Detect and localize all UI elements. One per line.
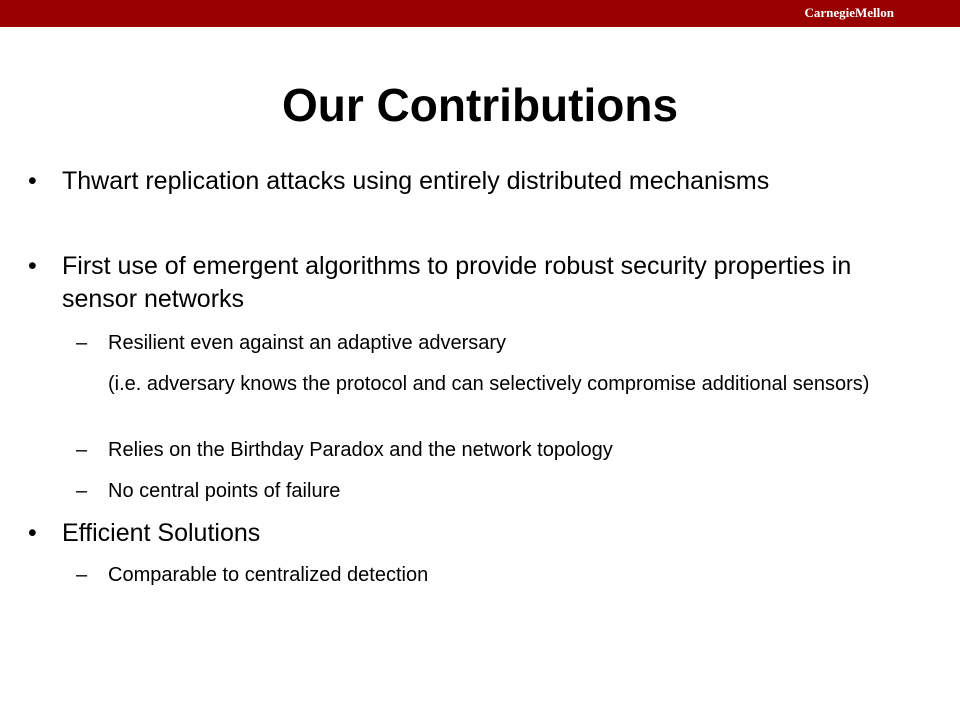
sub-bullet-text: Comparable to centralized detection — [108, 564, 429, 586]
sub-bullet-continuation — [108, 371, 908, 397]
bullet-item — [28, 517, 902, 550]
sub-bullet-text: Relies on the Birthday Paradox and the network topology — [108, 439, 613, 461]
sub-bullet-item — [76, 437, 908, 463]
bullet-icon: • — [28, 252, 37, 280]
dash-icon: – — [76, 332, 88, 354]
sub-bullet-item — [76, 330, 908, 356]
sub-bullet-item — [76, 562, 908, 588]
dash-icon: – — [76, 564, 88, 586]
bullet-text: First use of emergent algorithms to provide robust security properties in sensor networks — [62, 252, 852, 313]
slide-title: Our Contributions — [281, 79, 679, 131]
sub-bullet-text: Resilient even against an adaptive adversary — [108, 332, 507, 354]
header-bar — [0, 0, 960, 27]
dash-icon: – — [76, 480, 88, 502]
bullet-item — [28, 165, 902, 198]
bullet-text: Thwart replication attacks using entirely distributed mechanisms — [62, 167, 770, 195]
sub-bullet-text: (i.e. adversary knows the protocol and can selectively compromise additional sensors) — [108, 373, 870, 395]
brand-logo-text: CarnegieMellon — [804, 5, 894, 20]
dash-icon: – — [76, 439, 88, 461]
bullet-icon: • — [28, 167, 37, 195]
bullet-icon: • — [28, 519, 37, 547]
bullet-item — [28, 250, 902, 316]
sub-bullet-item — [76, 478, 908, 504]
bullet-text: Efficient Solutions — [62, 519, 261, 547]
sub-bullet-text: No central points of failure — [108, 480, 341, 502]
